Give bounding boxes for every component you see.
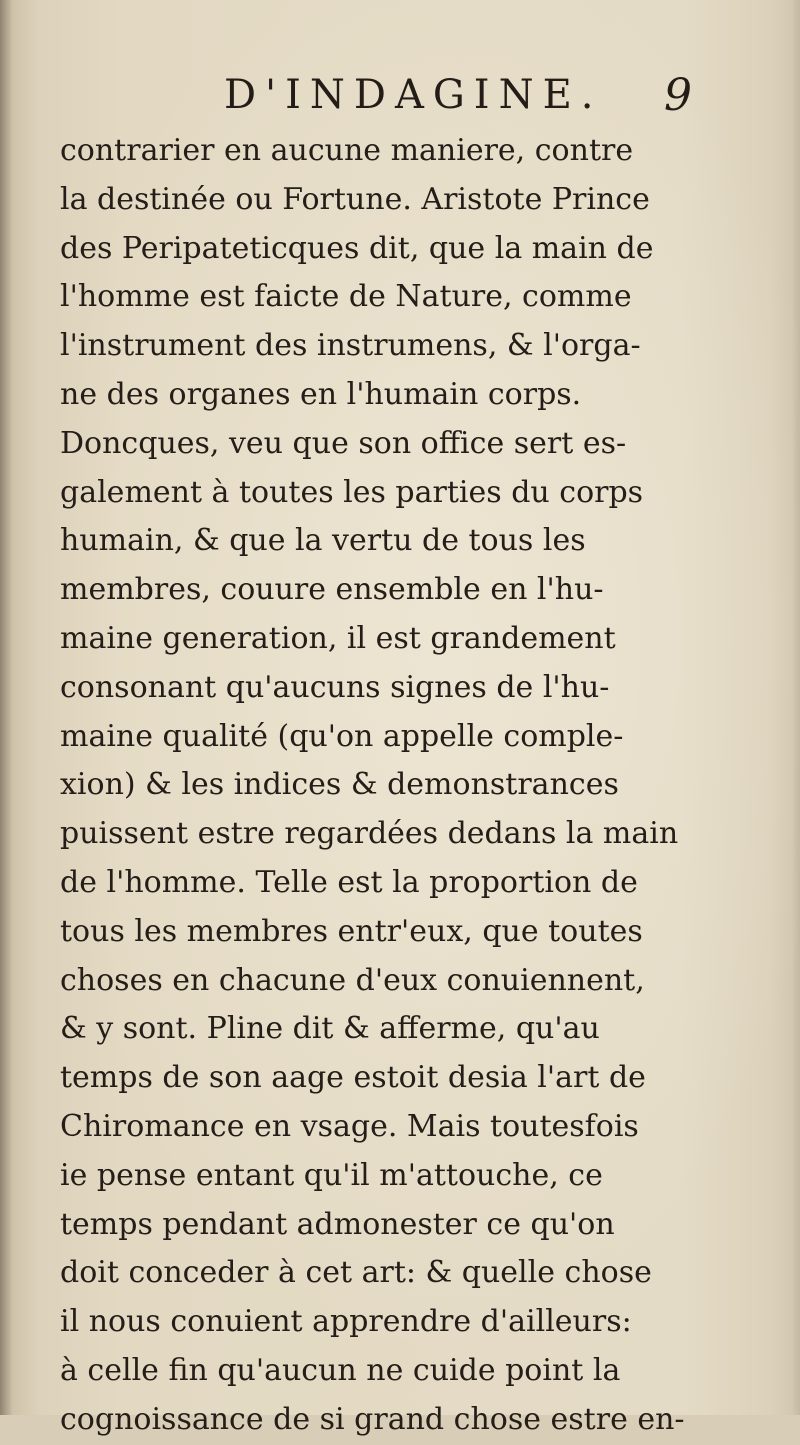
text-line: la destinée ou Fortune. Aristote Prince (60, 181, 650, 217)
page-edge (792, 0, 800, 1415)
text-line: Doncques, veu que son office sert es- (60, 425, 627, 461)
text-line: des Peripateticques dit, que la main de (60, 230, 654, 266)
text-line: de l'homme. Telle est la proportion de (60, 864, 638, 900)
text-line: temps pendant admonester ce qu'on (60, 1206, 615, 1242)
text-line: consonant qu'aucuns signes de l'hu- (60, 669, 610, 705)
text-line: cognoissance de si grand chose estre en- (60, 1401, 685, 1437)
page-number: 9 (664, 70, 692, 121)
page-header (60, 70, 700, 130)
text-line: à celle fin qu'aucun ne cuide point la (60, 1352, 621, 1388)
text-line: galement à toutes les parties du corps (60, 474, 644, 510)
text-line: maine generation, il est grandement (60, 620, 616, 656)
text-line: ie pense entant qu'il m'attouche, ce (60, 1157, 603, 1193)
text-line: tous les membres entr'eux, que toutes (60, 913, 643, 949)
text-line: Chiromance en vsage. Mais toutesfois (60, 1108, 639, 1144)
text-line: temps de son aage estoit desia l'art de (60, 1060, 646, 1096)
page-gutter (0, 0, 12, 1415)
text-line: puissent estre regardées dedans la main (60, 816, 679, 852)
text-line: l'homme est faicte de Nature, comme (60, 279, 632, 315)
text-line: ne des organes en l'humain corps. (60, 376, 582, 412)
text-line: doit conceder à cet art: & quelle chose (60, 1255, 652, 1291)
text-line: l'instrument des instrumens, & l'orga- (60, 328, 641, 364)
text-line: humain, & que la vertu de tous les (60, 523, 586, 559)
text-line: membres, couure ensemble en l'hu- (60, 572, 604, 608)
text-line: maine qualité (qu'on appelle comple- (60, 718, 624, 754)
text-line: xion) & les indices & demonstrances (60, 767, 619, 803)
text-line: contrarier en aucune maniere, contre (60, 133, 634, 168)
text-line: choses en chacune d'eux conuiennent, (60, 962, 645, 998)
text-line: & y sont. Pline dit & afferme, qu'au (60, 1011, 600, 1047)
text-line: il nous conuient apprendre d'ailleurs: (60, 1304, 632, 1340)
body-text (60, 127, 700, 1445)
running-head: D'INDAGINE. (224, 72, 603, 118)
